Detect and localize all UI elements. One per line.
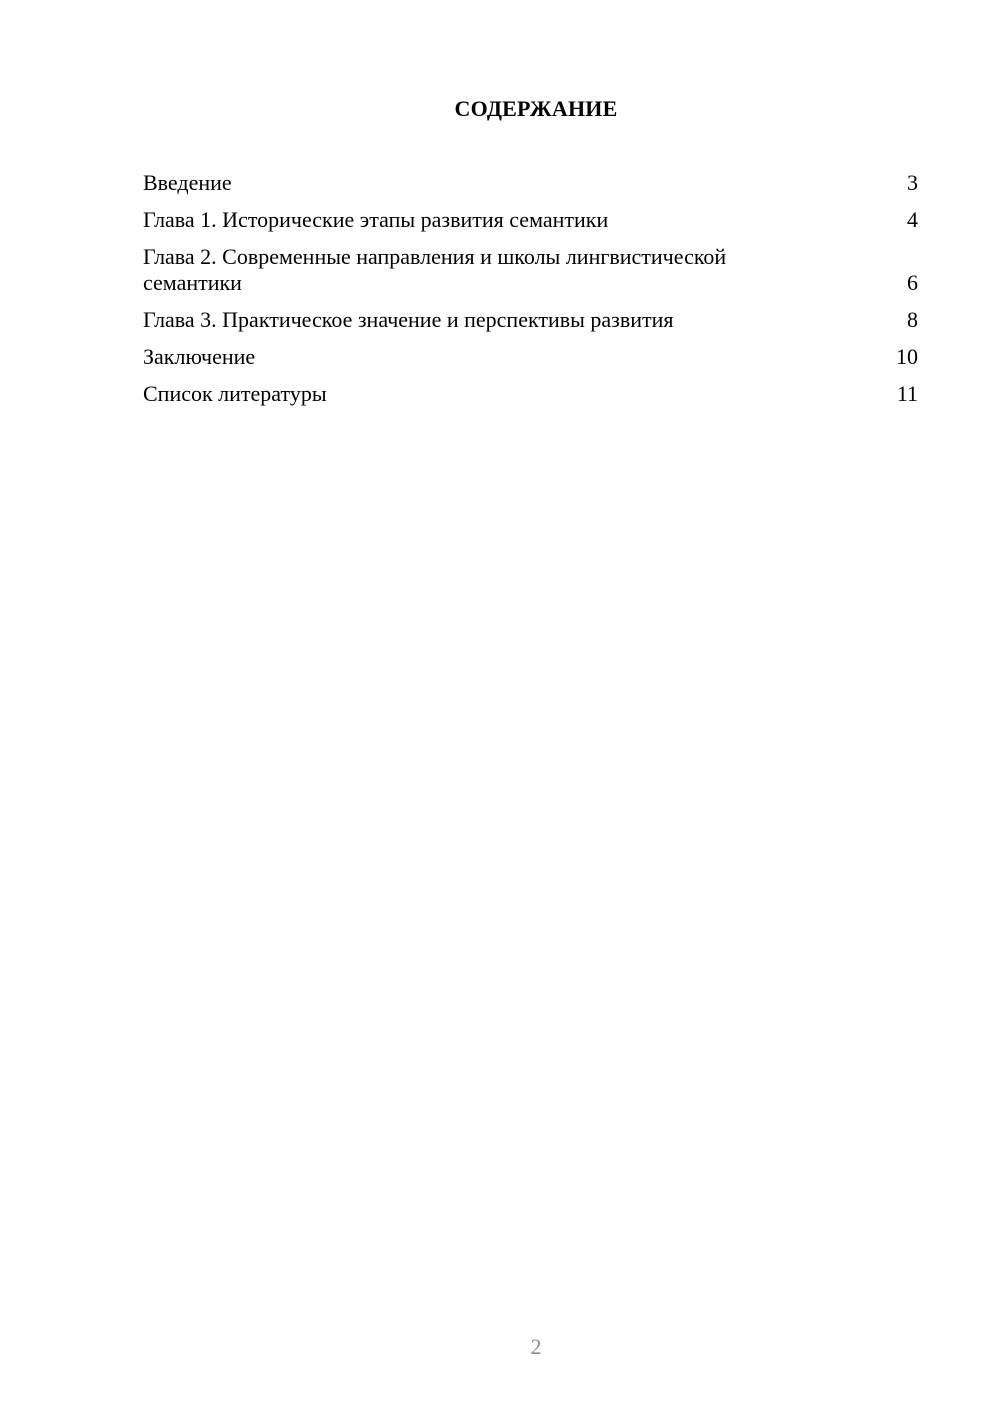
toc-entry-page-number: 3 (907, 170, 918, 195)
toc-entry-page-number: 4 (907, 207, 918, 232)
toc-entry-label: Список литературы (143, 381, 327, 406)
toc-entry-references (143, 381, 918, 407)
toc-entry-chapter-3 (143, 307, 918, 333)
page-number: 2 (530, 1334, 542, 1359)
toc-entry-chapter-1 (143, 207, 918, 233)
toc-entry-chapter-2 (143, 244, 918, 296)
toc-entry-label: Глава 3. Практическое значение и перспективы развития (143, 307, 674, 332)
toc-entry-page-number: 6 (907, 270, 918, 295)
toc-entry-page-number: 11 (896, 381, 918, 406)
page-title: СОДЕРЖАНИЕ (454, 96, 618, 121)
toc-entry-page-number: 8 (907, 307, 918, 332)
toc-entry-label: Введение (143, 170, 232, 195)
toc-entry-label: Заключение (143, 344, 256, 369)
toc-entry-page-number: 10 (896, 344, 918, 369)
toc-entry-label: Глава 1. Исторические этапы развития семантики (143, 207, 609, 232)
toc-entry-label: Глава 2. Современные направления и школы лингвистической семантики (143, 244, 727, 295)
toc-entry-conclusion (143, 344, 918, 370)
toc-entry-introduction (143, 170, 918, 196)
table-of-contents (143, 170, 918, 418)
